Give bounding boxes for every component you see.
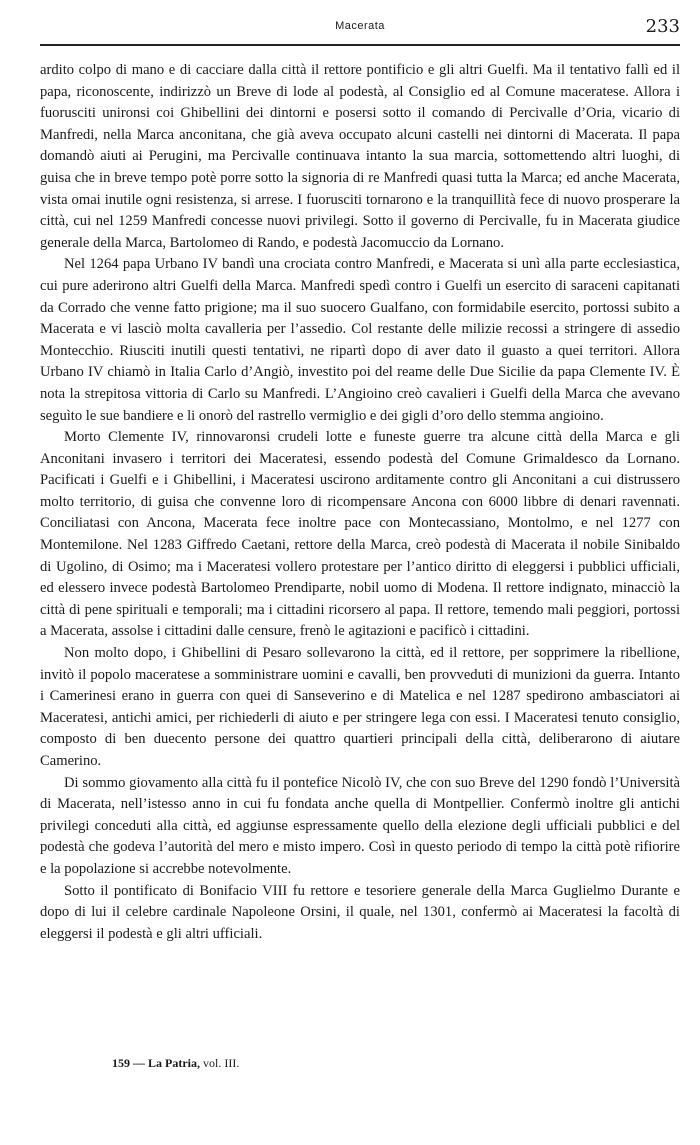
paragraph-4: Non molto dopo, i Ghibellini di Pesaro sollevarono la città, ed il rettore, per sopprimere la ribellione, invitò il popolo maceratese a somministrare uomini e cavalli, ben provveduti di munizioni da guerra. Intanto i Camerinesi erano in guerra con quei di Sanseverino e di Matelica e nel 1287 spedirono ambasciatori ai Maceratesi, antichi amici, per richiederli di aiuto e per stringere lega con essi. I Maceratesi tenuto consiglio, composto di ben duecento persone dei quattro quartieri principali della città, deliberarono di aiutare Camerino. — [40, 645, 680, 769]
paragraph-5: Di sommo giovamento alla città fu il pontefice Nicolò IV, che con suo Breve del 1290 fondò l’Università di Macerata, nell’istesso anno in cui fu fondata anche quella di Montpellier. Confermò inoltre gli antichi privilegi conceduti alla città, ed aggiunse espressamente quello della elezione degli ufficiali pubblici e del podestà che godeva l’autorità del mero e misto impero. Così in questo periodo di tempo la città potè rifiorire e la popolazione si accrebbe notevolmente. — [40, 774, 680, 877]
running-title: Macerata — [335, 20, 385, 32]
footer-title: La Patria, — [148, 1056, 200, 1070]
footer-volume: vol. III. — [203, 1056, 240, 1070]
page-header — [40, 14, 680, 40]
paragraph-3: Morto Clemente IV, rinnovaronsi crudeli lotte e funeste guerre tra alcune città della Marca e gli Anconitani invasero i territori dei Maceratesi, essendo podestà del Comune Grimaldesco da Lornano. Pacificati i Guelfi e i Ghibellini, i Maceratesi uscirono arditamente contro gli Anconitani a cui distrussero molto territorio, di guisa che convenne loro di ricompensare Ancona con 6000 libbre di denari ravennati. Conciliatasi con Ancona, Macerata fece inoltre pace con Montecassiano, Montolmo, e nel 1277 con Montemilone. Nel 1283 Giffredo Caetani, rettore della Marca, creò podestà di Macerata il nobile Sinibaldo di Ugolino, di Osimo; ma i Maceratesi vollero protestare per l’antico diritto di eleggersi i pubblici ufficiali, ed elessero invece podestà Bartolomeo Prendiparte, nobil uomo di Modena. Il rettore indignato, minacciò la città di pene spirituali e temporali; ma i cittadini ricorsero al papa. Il rettore, temendo mali peggiori, portossi a Macerata, assolse i cittadini dalle censure, frenò le agitazioni e pacificò i cittadini. — [40, 429, 680, 640]
body-text — [40, 60, 680, 945]
paragraph-2: Nel 1264 papa Urbano IV bandì una crociata contro Manfredi, e Macerata si unì alla parte ecclesiastica, cui pure aderirono altri Guelfi della Marca. Manfredi spedì contro i Guelfi un esercito di saraceni capitanati da Corrado che venne fatto prigione; ma il suo suocero Gualfano, con formidabile esercito, portossi subito a Macerata e vi lasciò molta cavalleria per l’assedio. Col restante delle milizie recossi a stringere di assedio Montecchio. Riusciti inutili questi tentativi, ne ripartì dopo di aver dato il guasto a quei territori. Allora Urbano IV chiamò in Italia Carlo d’Angiò, investito poi del reame delle Due Sicilie da papa Clemente IV. È nota la strepitosa vittoria di Carlo su Manfredi. L’Angioino creò cavalieri i Guelfi della Marca che avevano seguìto le sue bandiere e li onorò del rastrello vermiglio e dei gigli d’oro dello stemma angioino. — [40, 256, 680, 424]
paragraph-6: Sotto il pontificato di Bonifacio VIII fu rettore e tesoriere generale della Marca Guglielmo Durante e dopo di lui il celebre cardinale Napoleone Orsini, il quale, nel 1301, confermò ai Maceratesi la facoltà di eleggersi il podestà e gli altri ufficiali. — [40, 882, 680, 942]
paragraph-1: ardito colpo di mano e di cacciare dalla città il rettore pontificio e gli altri Guelfi. Ma il tentativo fallì ed il papa, riconoscente, indirizzò un Breve di lode al podestà, al Consiglio ed al Comune maceratese. Allora i fuorusciti unironsi coi Ghibellini dei dintorni e posersi sotto il comando di Percivalle d’Oria, vicario di Manfredi, nella Marca anconitana, che già aveva occupato alcuni castelli nei dintorni di Macerata. Il papa domandò aiuti ai Perugini, ma Percivalle continuava intanto la sua marcia, sottomettendo altri luoghi, di guisa che in breve tempo potè porre sotto la signoria di re Manfredi quasi tutta la Marca; ed anche Macerata, vista omai inutile ogni resistenza, si arrese. I fuorusciti tornarono e la tranquillità fece di nuovo prosperare la città, cui nel 1259 Manfredi concesse nuovi privilegi. Sotto il governo di Percivalle, fu in Macerata giudice generale della Marca, Bartolomeo di Rando, e podestà Jacomuccio da Lornano. — [40, 62, 680, 251]
page-footer — [112, 1056, 239, 1071]
header-rule — [40, 44, 680, 46]
page-number: 233 — [645, 16, 680, 37]
footer-signature: 159 — — [112, 1056, 145, 1070]
